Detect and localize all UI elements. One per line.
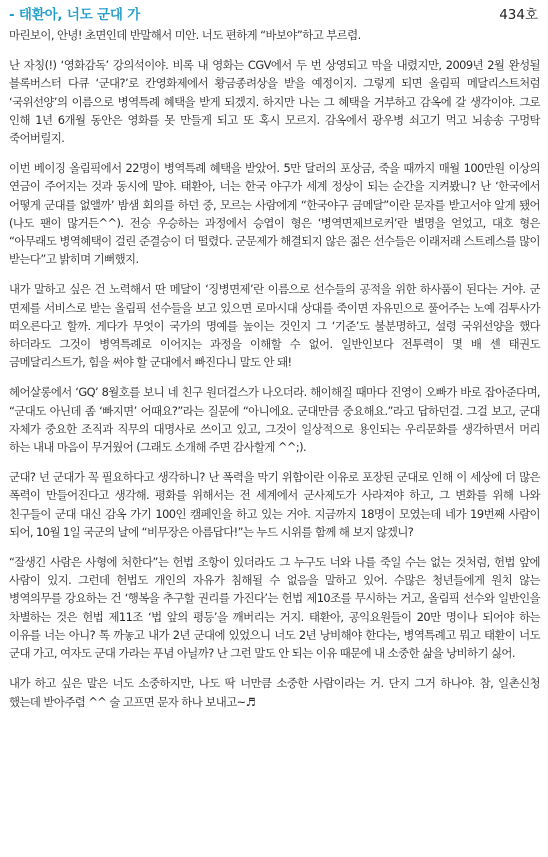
- paragraph-greeting: 마린보이, 안녕! 초면인데 반말해서 미안. 너도 편하게 “바보야”하고 부르렴.: [9, 28, 361, 42]
- paragraph-olympic-exemption: 이번 베이징 올림픽에서 22명이 병역특례 혜택을 받았어. 5만 달러의 포상금, 죽을 때까지 매월 100만원 이상의 연금이 주어지는 것과 동시에 말야. 태환아, 너는 한국 야구가 세계 정상이 되는 순간을 지켜봤니? 난 ‘한국에서 어떻게 군대를 없앨까’ 밤샘 회의를 하던 중, 모르는 사람에게 “한국야구 금메달”이란 문자를 받고서야 알게 됐어(나도 팬이 많거든^^). 전승 우승하는 과정에서 승엽이 형은 ‘병역면제브로커’란 별명을 얻었고, 대호 형은 “아무래도 병역혜택이 걸린 준결승이 더 떨렸다. 군문제가 해결되지 않은 젊은 선수들은 이래저래 스트레스를 많이 받는다”고 밝히며 기뻐했지.: [9, 161, 540, 267]
- paragraph-closing: 내가 하고 싶은 말은 너도 소중하지만, 나도 딱 너만큼 소중한 사람이라는 거. 단지 그거 하나야. 참, 일촌신청 했는데 받아주렴 ^^ 술 고프면 문자 하나 보내고~♬: [9, 676, 540, 709]
- issue-number: 434호: [499, 7, 538, 23]
- paragraph-gq-anecdote: 헤어살롱에서 ‘GQ’ 8월호를 보니 네 친구 원더걸스가 나오더라. 해이해질 때마다 진영이 오빠가 바로 잡아준다며, “군대도 아닌데 좀 ‘빠지면’ 어때요?”라는 질문에 “아니에요. 군대만큼 중요해요.”라고 답하던걸. 그걸 보고, 군대 자체가 중요한 조직과 직무의 대명사로 쓰이고 있고, 그것이 일상적으로 용인되는 우리문화를 생각하면서 머리 하는 내내 마음이 무거웠어 (그래도 소개해 주면 감사할게 ^^;).: [9, 385, 540, 455]
- column-title: - 태환아, 너도 군대 가: [9, 7, 141, 23]
- paragraph-campaign: 군대? 넌 군대가 꼭 필요하다고 생각하니? 난 폭력을 막기 위함이란 이유로 포장된 군대로 인해 이 세상에 더 많은 폭력이 만들어진다고 생각해. 평화를 위해서는 전 세계에서 군사제도가 사라져야 하고, 그 변화를 위해 나와 친구들이 군대 대신 감옥 가기 100인 캠페인을 하고 있는 거야. 지금까지 18명이 모였는데 네가 19번째 사람이 되어, 10월 1일 국군의 날에 “비무장은 아름답다!”는 누드 시위를 함께 해 보지 않겠니?: [9, 470, 540, 539]
- paragraph-constitution: “잘생긴 사람은 사형에 처한다”는 헌법 조항이 있더라도 그 누구도 너와 나를 죽일 수는 없는 것처럼, 헌법 앞에 사람이 있지. 그런데 헌법도 개인의 자유가 침해될 수 없음을 말하고 있어. 수많은 청년들에게 원치 않는 병역의무를 강요하는 건 ‘행복을 추구할 권리를 가진다’는 헌법 제10조를 무시하는 거고, 올림픽 선수와 일반인을 차별하는 것은 헌법 제11조 ‘법 앞의 평등’을 깨버리는 거지. 태환아, 공익요원들이 20만 명이나 되어야 하는 이유를 너는 아니? 톡 까놓고 내가 2년 군대에 있었으니 너도 2년 낭비해야 한다는, 병역특례고 뭐고 태환이 너도 군대 가고, 여자도 군대 가라는 푸념 아닐까? 난 그런 말도 안 되는 이유 때문에 내 소중한 삶을 낭비하기 싫어.: [9, 555, 540, 661]
- paragraph-introduction: 난 자칭(!) ‘영화감독’ 강의석이야. 비록 내 영화는 CGV에서 두 번 상영되고 막을 내렸지만, 2009년 2월 완성될 블록버스터 다큐 ‘군대?’로 칸영화제에서 황금종려상을 받을 예정이지. 그렇게 되면 올림픽 메달리스트처럼 ‘국위선양’의 이름으로 병역특례 혜택을 받게 되겠지. 하지만 나는 그 혜택을 거부하고 감옥에 갈 생각이야. 그로 인해 1년 6개월 동안은 영화를 못 만들게 되고 또 혹시 모르지. 감옥에서 광우병 쇠고기 먹고 뇌송송 구멍탁 죽어버릴지.: [9, 58, 540, 146]
- article-body: [9, 26, 540, 711]
- paragraph-argument: 내가 말하고 싶은 건 노력해서 딴 메달이 ‘징병면제’란 이름으로 선수들의 공적을 위한 하사품이 된다는 거야. 군 면제를 서비스로 받는 올림픽 선수들을 보고 있으면 로마시대 상대를 죽이면 자유민으로 풀어주는 노예 검투사가 떠오른다고 할까. 게다가 무엇이 국가의 명예를 높이는 것인지 그 ‘기준’도 불분명하고, 설령 국위선양을 했다 하더라도 그것이 병역특례로 이어지는 과정을 이해할 수 없어. 일반인보다 전투력이 몇 배 센 태권도 금메달리스트가, 힘을 써야 할 군대에서 빠진다니 말도 안 돼!: [9, 282, 540, 370]
- header: [9, 0, 540, 26]
